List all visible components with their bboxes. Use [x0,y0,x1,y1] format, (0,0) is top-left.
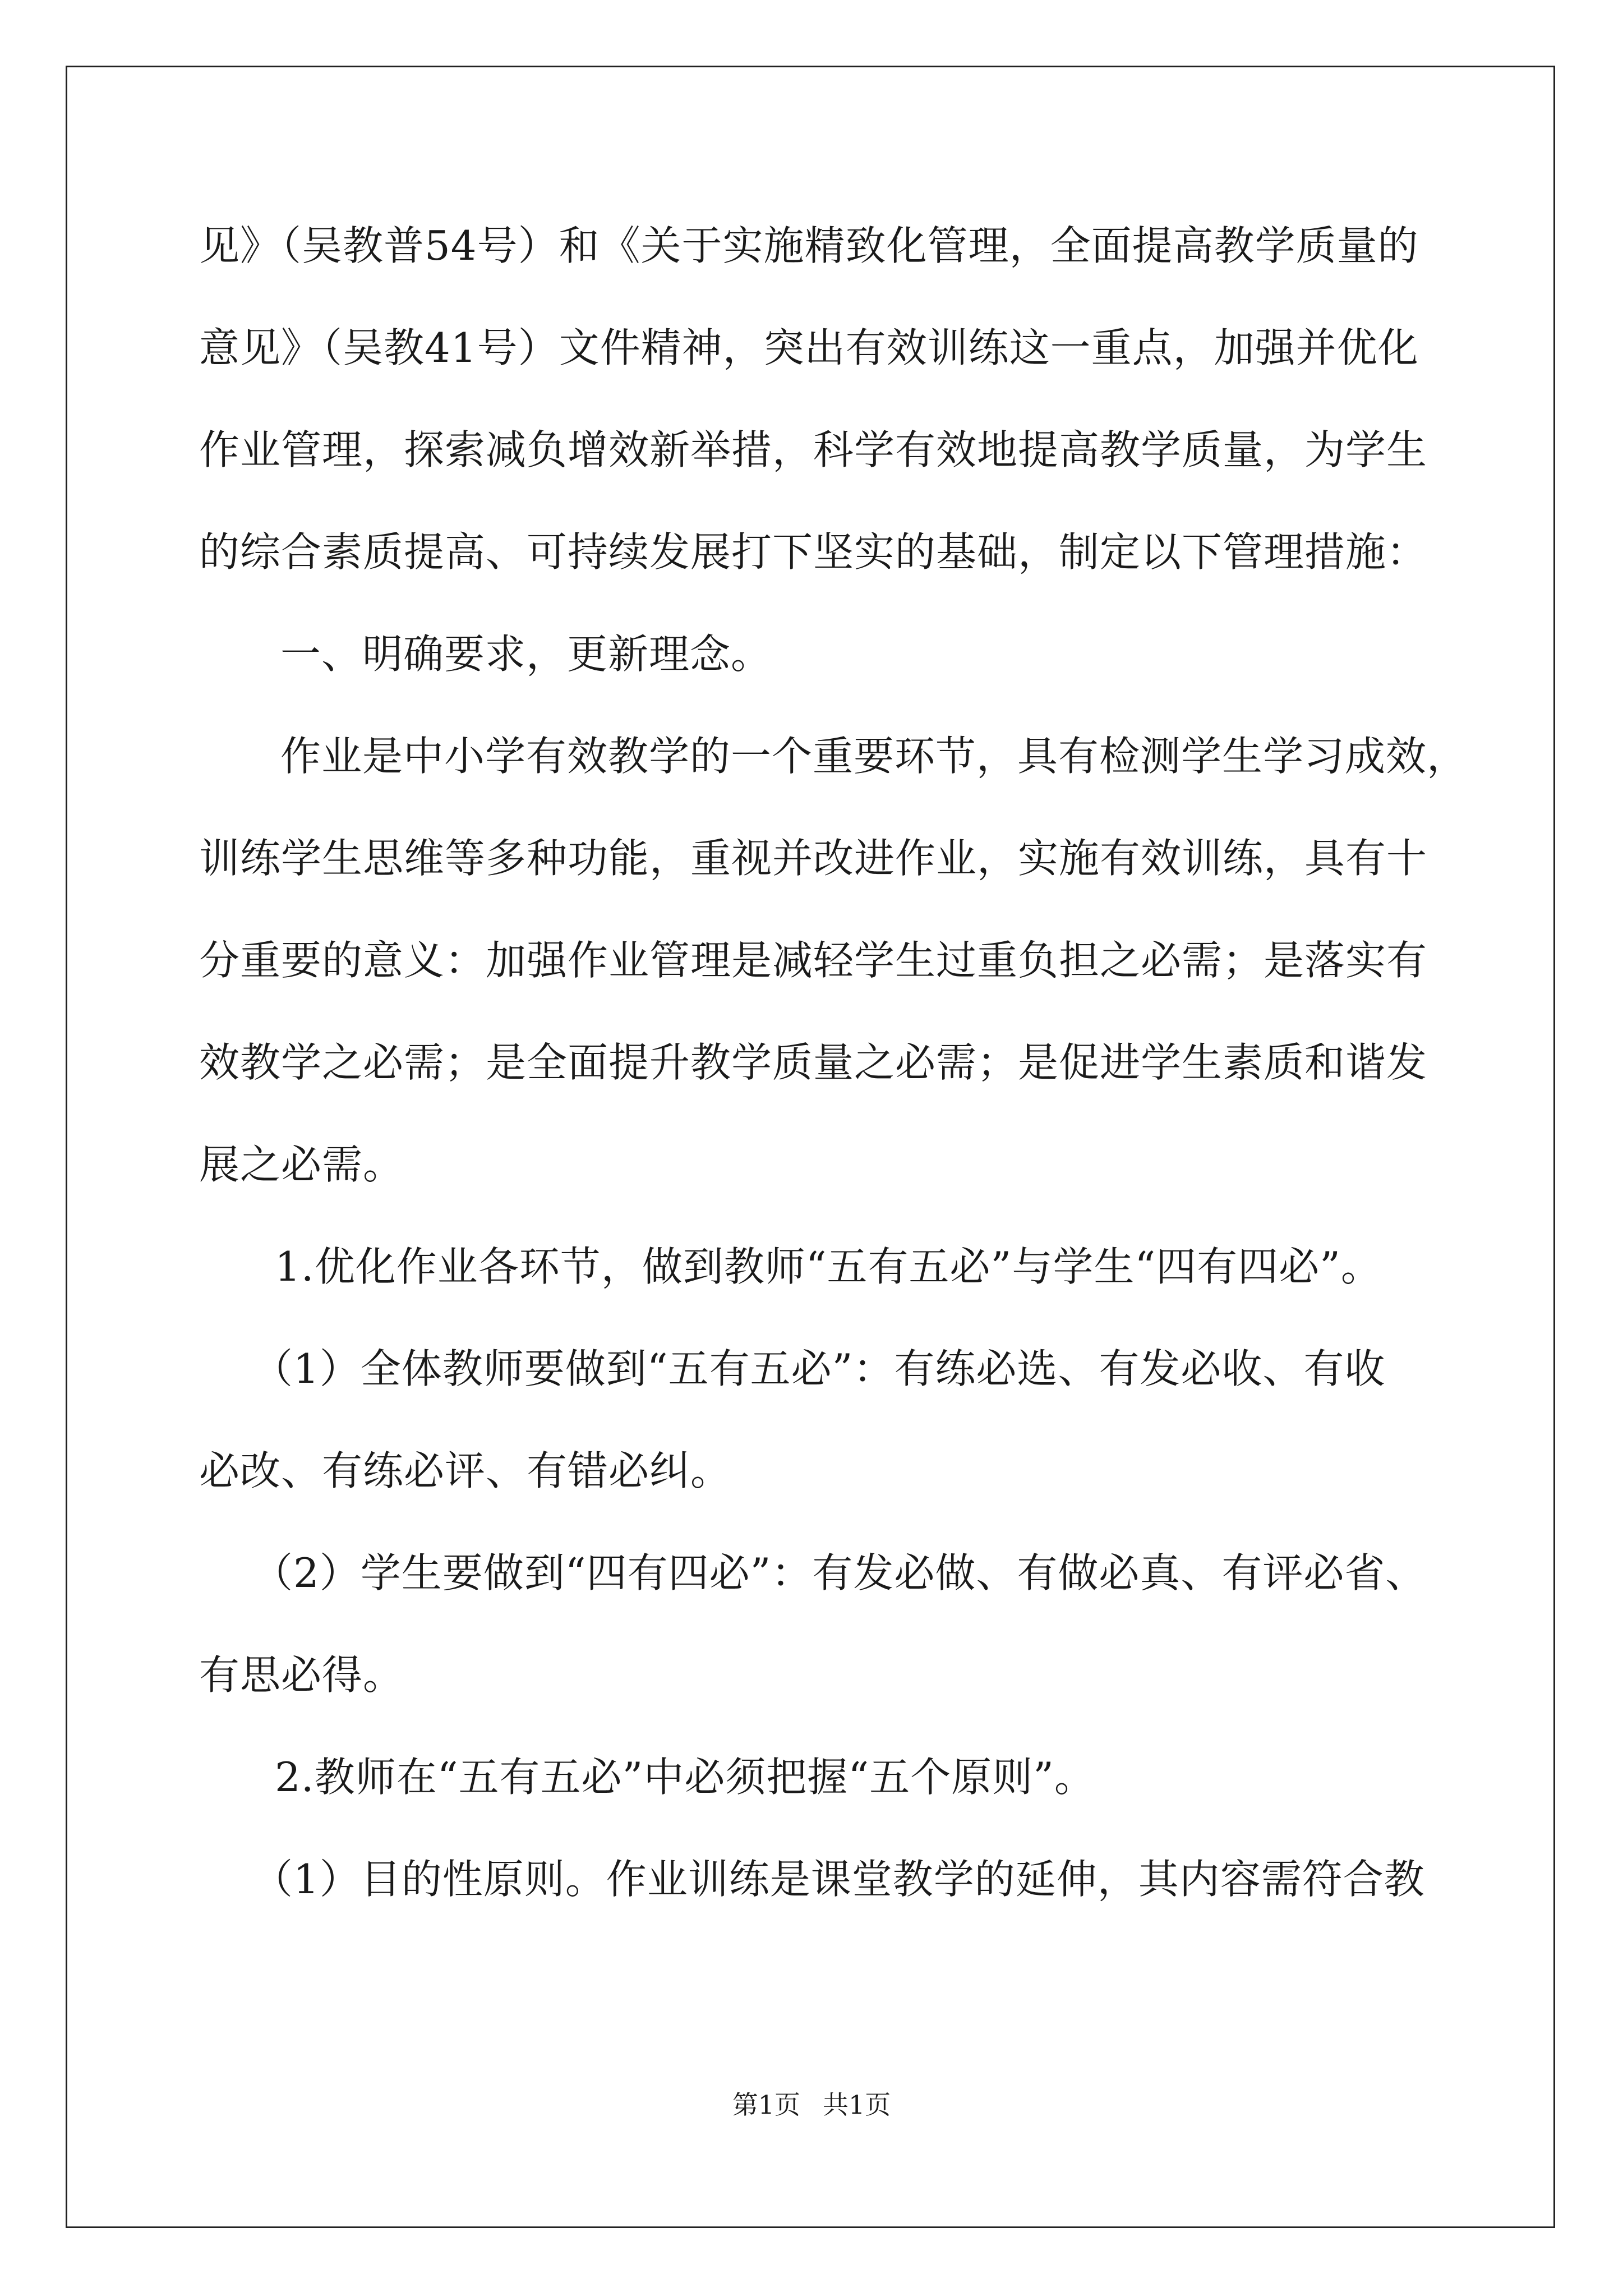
section-heading: 一、明确要求，更新理念。 [280,631,772,678]
sub-item: （2）学生要做到“四有四必”：有发必做、有做必真、有评必省、 [252,1549,1427,1596]
text-line: 意见》（吴教41号）文件精神，突出有效训练这一重点，加强并优化 [199,324,1419,371]
text-line: 训练学生思维等多种功能，重视并改进作业，实施有效训练，具有十 [199,835,1428,882]
text-line: 展之必需。 [199,1141,404,1188]
page-total: 共1页 [823,2090,891,2120]
sub-item: （1）目的性原则。作业训练是课堂教学的延伸，其内容需符合教 [252,1856,1425,1903]
text-line: 有思必得。 [199,1651,404,1699]
text-line: 分重要的意义：加强作业管理是减轻学生过重负担之必需；是落实有 [199,937,1428,984]
page-footer [0,2088,1623,2122]
sub-item: （1）全体教师要做到“五有五必”：有练必选、有发必收、有收 [252,1345,1386,1392]
text-line: 效教学之必需；是全面提升教学质量之必需；是促进学生素质和谐发 [199,1039,1428,1086]
text-line: 见》（吴教普54号）和《关于实施精致化管理，全面提高教学质量的 [199,222,1419,269]
page-number: 第1页 [732,2090,800,2120]
text-line: 作业管理，探索减负增效新举措，科学有效地提高教学质量，为学生 [199,426,1428,473]
numbered-item: 1.优化作业各环节，做到教师“五有五必”与学生“四有四必”。 [275,1243,1382,1290]
paragraph-first-line: 作业是中小学有效教学的一个重要环节，具有检测学生学习成效， [280,733,1468,780]
text-line: 必改、有练必评、有错必纠。 [199,1447,732,1494]
numbered-item: 2.教师在“五有五必”中必须把握“五个原则”。 [275,1754,1095,1801]
text-line: 的综合素质提高、可持续发展打下坚实的基础，制定以下管理措施： [199,528,1428,576]
